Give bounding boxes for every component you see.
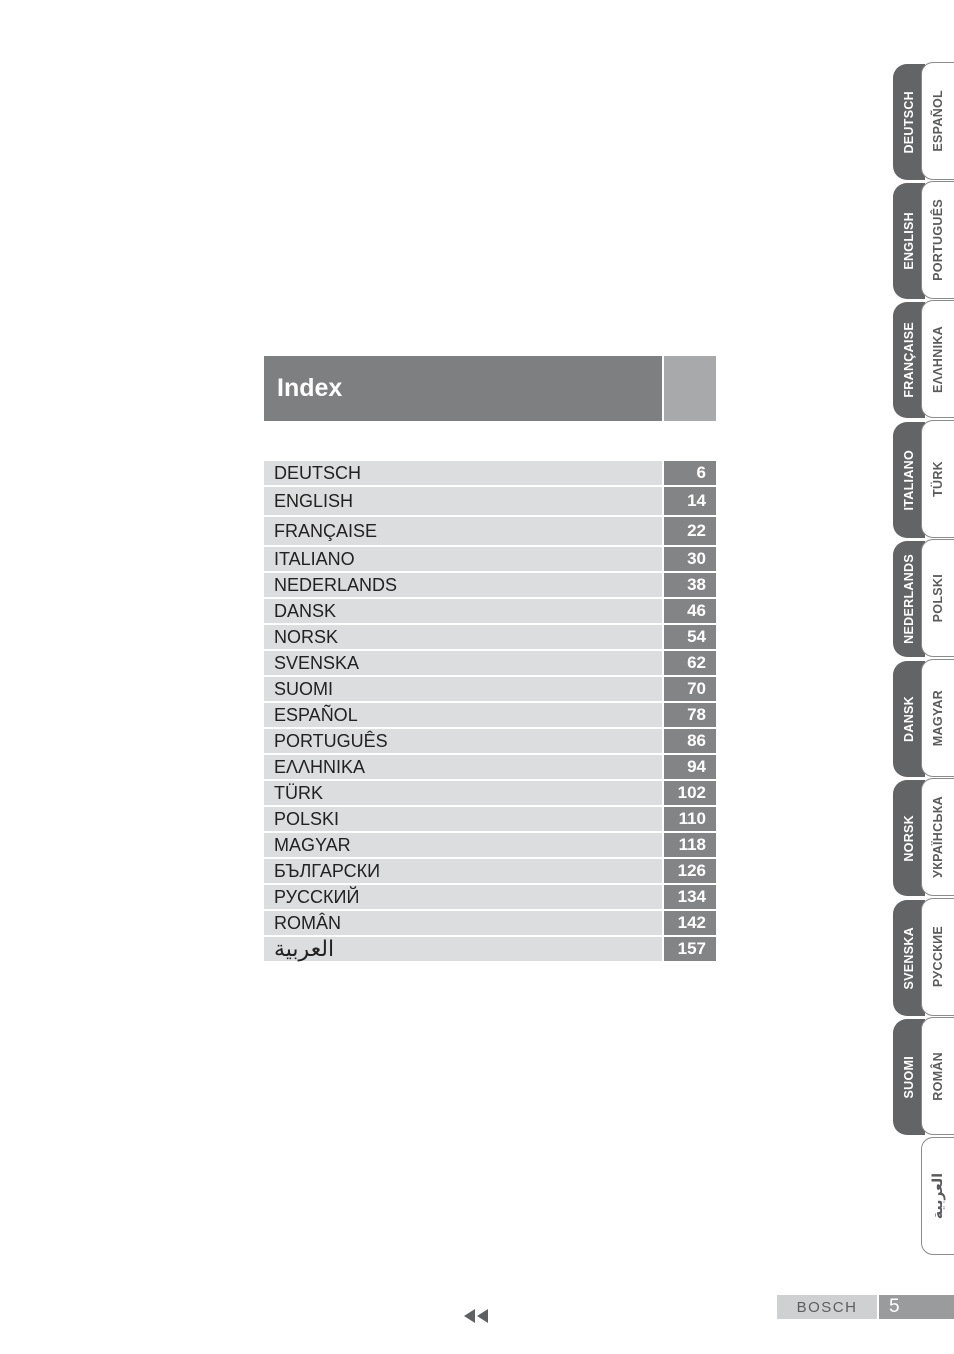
toc-page-number: 54: [664, 625, 716, 649]
tab-label: SVENSKA: [902, 926, 916, 990]
toc-page-number: 118: [664, 833, 716, 857]
header-accent: [662, 356, 716, 421]
toc-row-bulgarski[interactable]: [264, 859, 716, 883]
toc-page-number: 70: [664, 677, 716, 701]
toc-language: ROMÂN: [264, 911, 662, 935]
tab-label: TÜRK: [931, 461, 945, 497]
toc-language: PORTUGUÊS: [264, 729, 662, 753]
toc-row-suomi[interactable]: [264, 677, 716, 701]
tab-portugues[interactable]: [921, 181, 954, 299]
tab-label: PORTUGUÊS: [931, 199, 945, 281]
toc-page-number: 102: [664, 781, 716, 805]
toc-language: ΕΛΛΗΝΙΚΑ: [264, 755, 662, 779]
toc-row-russkiy[interactable]: [264, 885, 716, 909]
tab-label: DEUTSCH: [902, 90, 916, 154]
toc-language: ESPAÑOL: [264, 703, 662, 727]
toc-row-norsk[interactable]: [264, 625, 716, 649]
toc-language: DEUTSCH: [264, 461, 662, 485]
toc-language: TÜRK: [264, 781, 662, 805]
toc-language: ENGLISH: [264, 487, 662, 515]
brand-label: BOSCH: [777, 1295, 877, 1319]
toc-page-number: 94: [664, 755, 716, 779]
toc-row-italiano[interactable]: [264, 547, 716, 571]
toc-row-polski[interactable]: [264, 807, 716, 831]
page-number: 5: [879, 1295, 954, 1319]
tab-magyar[interactable]: [921, 659, 954, 777]
table-of-contents: [264, 461, 716, 963]
page-title: Index: [277, 374, 343, 402]
toc-page-number: 30: [664, 547, 716, 571]
toc-page-number: 62: [664, 651, 716, 675]
toc-row-turk[interactable]: [264, 781, 716, 805]
toc-language: БЪЛГАРСКИ: [264, 859, 662, 883]
toc-language: MAGYAR: [264, 833, 662, 857]
tab-ellinika[interactable]: [921, 300, 954, 418]
tab-label: DANSK: [902, 696, 916, 742]
tab-polski[interactable]: [921, 539, 954, 657]
toc-page-number: 78: [664, 703, 716, 727]
tab-arabic[interactable]: [921, 1137, 954, 1255]
toc-page-number: 134: [664, 885, 716, 909]
toc-row-english[interactable]: [264, 487, 716, 515]
tab-label: ESPAÑOL: [931, 90, 945, 152]
toc-language: DANSK: [264, 599, 662, 623]
toc-row-espanol[interactable]: [264, 703, 716, 727]
tab-label: العربية: [930, 1172, 946, 1220]
toc-row-portugues[interactable]: [264, 729, 716, 753]
tab-roman[interactable]: [921, 1017, 954, 1135]
tab-label: NORSK: [902, 814, 916, 862]
toc-row-ellinika[interactable]: [264, 755, 716, 779]
toc-language: NORSK: [264, 625, 662, 649]
toc-page-number: 46: [664, 599, 716, 623]
toc-page-number: 14: [664, 487, 716, 515]
tab-label: ROMÂN: [931, 1051, 945, 1101]
toc-language: POLSKI: [264, 807, 662, 831]
toc-language: РУССКИЙ: [264, 885, 662, 909]
toc-page-number: 126: [664, 859, 716, 883]
toc-page-number: 157: [664, 937, 716, 961]
toc-page-number: 110: [664, 807, 716, 831]
toc-page-number: 38: [664, 573, 716, 597]
toc-row-roman[interactable]: [264, 911, 716, 935]
toc-row-magyar[interactable]: [264, 833, 716, 857]
toc-language: SVENSKA: [264, 651, 662, 675]
tab-label: ENGLISH: [902, 212, 916, 270]
toc-page-number: 142: [664, 911, 716, 935]
toc-row-svenska[interactable]: [264, 651, 716, 675]
tab-label: ITALIANO: [902, 449, 916, 511]
tab-turk[interactable]: [921, 420, 954, 538]
tab-label: POLSKI: [931, 573, 945, 623]
toc-language: ITALIANO: [264, 547, 662, 571]
tab-label: MAGYAR: [931, 689, 945, 747]
toc-page-number: 6: [664, 461, 716, 485]
tab-label: NEDERLANDS: [902, 554, 916, 644]
tab-label: РУССКИЕ: [931, 926, 945, 988]
toc-row-francaise[interactable]: [264, 517, 716, 545]
toc-row-nederlands[interactable]: [264, 573, 716, 597]
rewind-icon[interactable]: [463, 1308, 493, 1324]
tab-espanol[interactable]: [921, 62, 954, 180]
toc-page-number: 22: [664, 517, 716, 545]
tab-label: FRANÇAISE: [902, 322, 916, 398]
toc-row-deutsch[interactable]: [264, 461, 716, 485]
toc-language: FRANÇAISE: [264, 517, 662, 545]
toc-row-arabic[interactable]: [264, 937, 716, 961]
tab-label: УКРАЇНСЬКА: [931, 796, 945, 878]
tab-ukrainska[interactable]: [921, 778, 954, 896]
toc-page-number: 86: [664, 729, 716, 753]
tab-label: ΕΛΛΗΝΙΚΑ: [931, 325, 945, 393]
tab-label: SUOMI: [902, 1055, 916, 1099]
toc-language: العربية: [264, 937, 662, 961]
toc-language: SUOMI: [264, 677, 662, 701]
toc-row-dansk[interactable]: [264, 599, 716, 623]
toc-language: NEDERLANDS: [264, 573, 662, 597]
tab-russkie[interactable]: [921, 898, 954, 1016]
index-header: [264, 356, 716, 421]
